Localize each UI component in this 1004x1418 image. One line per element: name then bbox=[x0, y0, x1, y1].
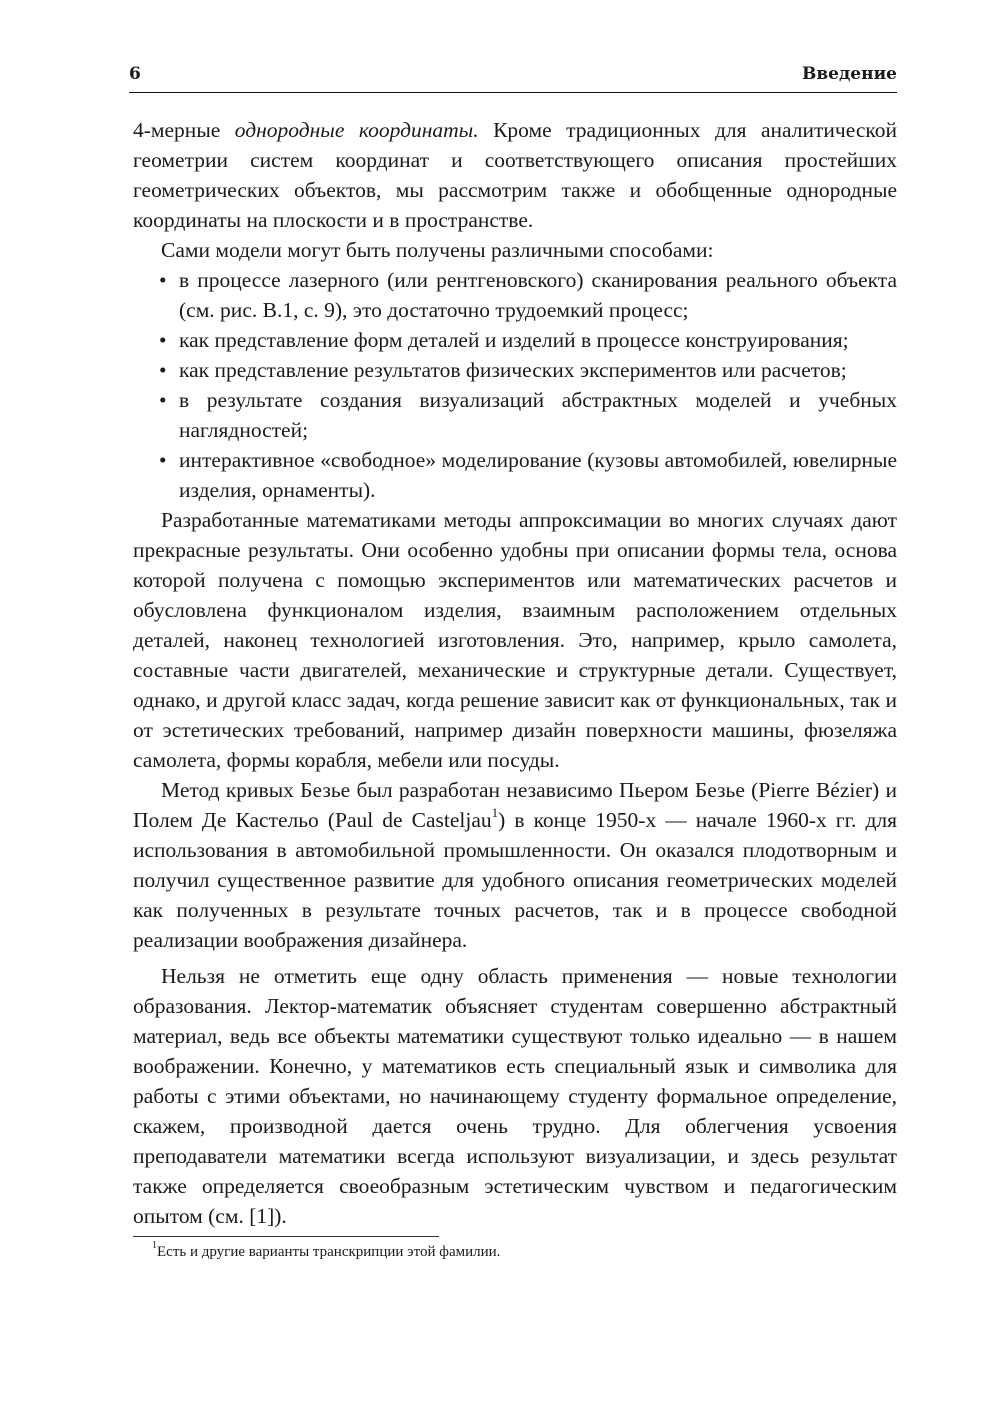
emphasis-term: однородные координаты. bbox=[234, 118, 479, 142]
body-text bbox=[133, 115, 897, 1231]
paragraph-homogeneous-coordinates: 4-мерные однородные координаты. Кроме традиционных для аналитической геометрии систем координат и соответствующего описания простейших геометрических объектов, мы рассмотрим также и обобщенные однородные координаты на плоскости и в пространстве. bbox=[133, 118, 897, 232]
section-title: Введение bbox=[801, 64, 897, 84]
footnote-text: Есть и другие варианты транскрипции этой фамилии. bbox=[157, 1244, 501, 1260]
list-item: • интерактивное «свободное» моделирование (кузовы автомобилей, ювелирные изделия, орнаменты). bbox=[133, 445, 897, 505]
running-header bbox=[129, 58, 897, 93]
paragraph-model-sources: Сами модели могут быть получены различными способами: bbox=[161, 238, 714, 262]
paragraph-education: Нельзя не отметить еще одну область применения — новые технологии образования. Лектор-математик объясняет студентам совершенно абстрактный материал, ведь все объекты математики существуют только идеально — в нашем воображении. Конечно, у математиков есть специальный язык и символика для работы с этими объектами, но начинающему студенту формальное определение, скажем, производной дается очень трудно. Для облегчения усвоения преподаватели математики всегда используют визуализации, и здесь результат также определяется своеобразным эстетическим чувством и педагогическим опытом (см. [1]). bbox=[133, 964, 897, 1228]
bullet-icon: • bbox=[159, 448, 167, 472]
list-item: • в процессе лазерного (или рентгеновского) сканирования реального объекта (см. рис. В.1, с. 9), это достаточно трудоемкий процесс; bbox=[133, 265, 897, 325]
list-item: • в результате создания визуализаций абстрактных моделей и учебных наглядностей; bbox=[133, 385, 897, 445]
paragraph-approximation-methods: Разработанные математиками методы аппроксимации во многих случаях дают прекрасные результаты. Они особенно удобны при описании формы тела, основа которой получена с помощью экспериментов или математических расчетов и обусловлена функционалом изделия, взаимным расположением отдельных деталей, наконец технологией изготовления. Это, например, крыло самолета, составные части двигателей, механические и структурные детали. Существует, однако, и другой класс задач, когда решение зависит как от функциональных, так и от эстетических требований, например дизайн поверхности машины, фюзеляжа самолета, формы корабля, мебели или посуды. bbox=[133, 508, 897, 772]
paragraph-bezier-history: Метод кривых Безье был разработан независимо Пьером Безье (Pierre Bézier) и Полем Де Кастельо (Paul de Casteljau$^1$) в конце 1950-х — начале 1960-х гг. для использования в автомобильной промышленности. Он оказался плодотворным и получил существенное развитие для удобного описания геометрических моделей как полученных в результате точных расчетов, так и в процессе свободной реализации воображения дизайнера. bbox=[133, 778, 898, 952]
bullet-icon: • bbox=[159, 388, 167, 412]
bullet-icon: • bbox=[159, 328, 167, 352]
footnote-divider bbox=[133, 1236, 439, 1237]
bullet-icon: • bbox=[159, 268, 167, 292]
list-item: • как представление результатов физических экспериментов или расчетов; bbox=[133, 355, 897, 385]
list-item: • как представление форм деталей и изделий в процессе конструирования; bbox=[133, 325, 897, 355]
footnote-reference[interactable]: 1 bbox=[491, 804, 499, 820]
methods-list bbox=[133, 265, 897, 505]
bullet-icon: • bbox=[159, 358, 167, 382]
footnote-mark: 1 bbox=[152, 1240, 157, 1251]
page-number: 6 bbox=[129, 64, 141, 84]
footnote bbox=[152, 1242, 500, 1262]
